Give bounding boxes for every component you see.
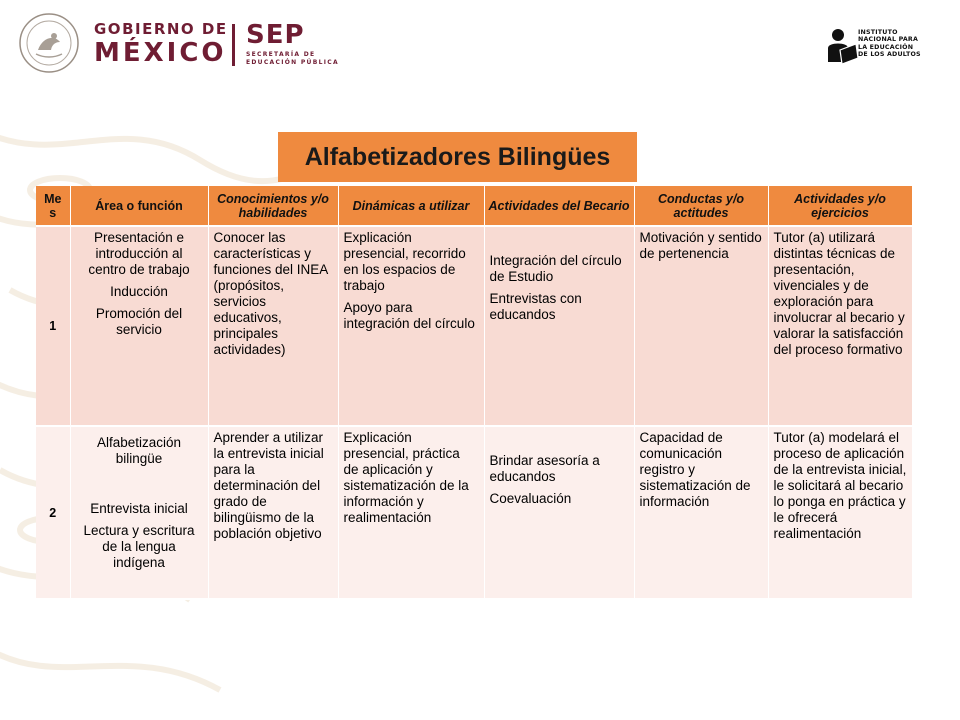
actividad-item: Integración del círculo de Estudio (489, 253, 622, 284)
inea-line-4: DE LOS ADULTOS (858, 50, 921, 58)
cell-mes: 1 (36, 226, 70, 426)
area-item: Promoción del servicio (95, 306, 183, 337)
table-row (36, 226, 912, 426)
cell-conductas: Motivación y sentido de pertenencia (634, 226, 768, 426)
cell-mes: 2 (36, 426, 70, 599)
cell-area (70, 426, 208, 599)
header-divider (232, 24, 235, 66)
training-table (36, 186, 913, 600)
dinamica-item: Explicación presencial, práctica de aplicación y sistematización de la información y realimentación (343, 430, 469, 525)
cell-dinamicas (338, 226, 484, 426)
area-item: Alfabetización bilingüe (96, 435, 182, 466)
cell-conocimientos: Conocer las características y funciones del INEA (propósitos, servicios educativos, principales actividades) (208, 226, 338, 426)
inea-line-2: NACIONAL PARA (858, 36, 919, 44)
table-row (36, 426, 912, 599)
inea-line-3: LA EDUCACIÓN (858, 43, 914, 51)
header-actividades-becario: Actividades del Becario (484, 186, 634, 226)
cell-dinamicas (338, 426, 484, 599)
inea-reader-icon (826, 28, 860, 66)
area-spacer (76, 473, 203, 501)
cell-ejercicios: Tutor (a) modelará el proceso de aplicación de la entrevista inicial, le solicitará al becario lo ponga en práctica y le ofrecerá realimentación (768, 426, 912, 599)
actividad-item: Brindar asesoría a educandos (489, 453, 600, 484)
area-item: Lectura y escritura de la lengua indígena (83, 523, 195, 570)
page-title: Alfabetizadores Bilingües (304, 142, 611, 171)
dinamica-item: Explicación presencial, recorrido en los espacios de trabajo (343, 230, 466, 293)
gob-line-2: MÉXICO (94, 38, 227, 68)
header-conocimientos: Conocimientos y/o habilidades (208, 186, 338, 226)
sep-acronym: SEP (246, 20, 305, 50)
header-dinamicas: Dinámicas a utilizar (338, 186, 484, 226)
gob-line-1: GOBIERNO DE (94, 20, 228, 38)
header-mes: Me s (36, 186, 70, 226)
actividad-item: Entrevistas con educandos (489, 291, 582, 322)
gobierno-de-mexico-logo (94, 22, 228, 66)
area-item: Inducción (110, 284, 168, 299)
cell-ejercicios: Tutor (a) utilizará distintas técnicas de presentación, vivenciales y de exploración para involucrar al becario y valorar la satisfacción del proceso formativo (768, 226, 912, 426)
inea-text (858, 29, 921, 58)
title-banner (278, 132, 637, 182)
sep-subtitle-1: SECRETARÍA DE (246, 51, 316, 58)
header (0, 0, 960, 90)
actividad-item: Coevaluación (489, 491, 572, 506)
area-item: Presentación e introducción al centro de trabajo (88, 230, 190, 277)
table-header-row (36, 186, 912, 226)
inea-logo (826, 28, 936, 68)
cell-actividades-becario (484, 426, 634, 599)
inea-line-1: INSTITUTO (858, 29, 898, 36)
cell-area (70, 226, 208, 426)
area-item: Entrevista inicial (90, 501, 188, 516)
header-conductas: Conductas y/o actitudes (634, 186, 768, 226)
header-area: Área o función (70, 186, 208, 226)
header-ejercicios: Actividades y/o ejercicios (768, 186, 912, 226)
sep-subtitle-2: EDUCACIÓN PÚBLICA (246, 59, 339, 66)
cell-actividades-becario (484, 226, 634, 426)
cell-conductas: Capacidad de comunicación registro y sistematización de información (634, 426, 768, 599)
cell-conocimientos: Aprender a utilizar la entrevista inicial para la determinación del grado de bilingüismo de la población objetivo (208, 426, 338, 599)
sep-logo (246, 22, 339, 67)
dinamica-item: Apoyo para integración del círculo (343, 300, 475, 331)
national-seal-icon (18, 12, 80, 74)
